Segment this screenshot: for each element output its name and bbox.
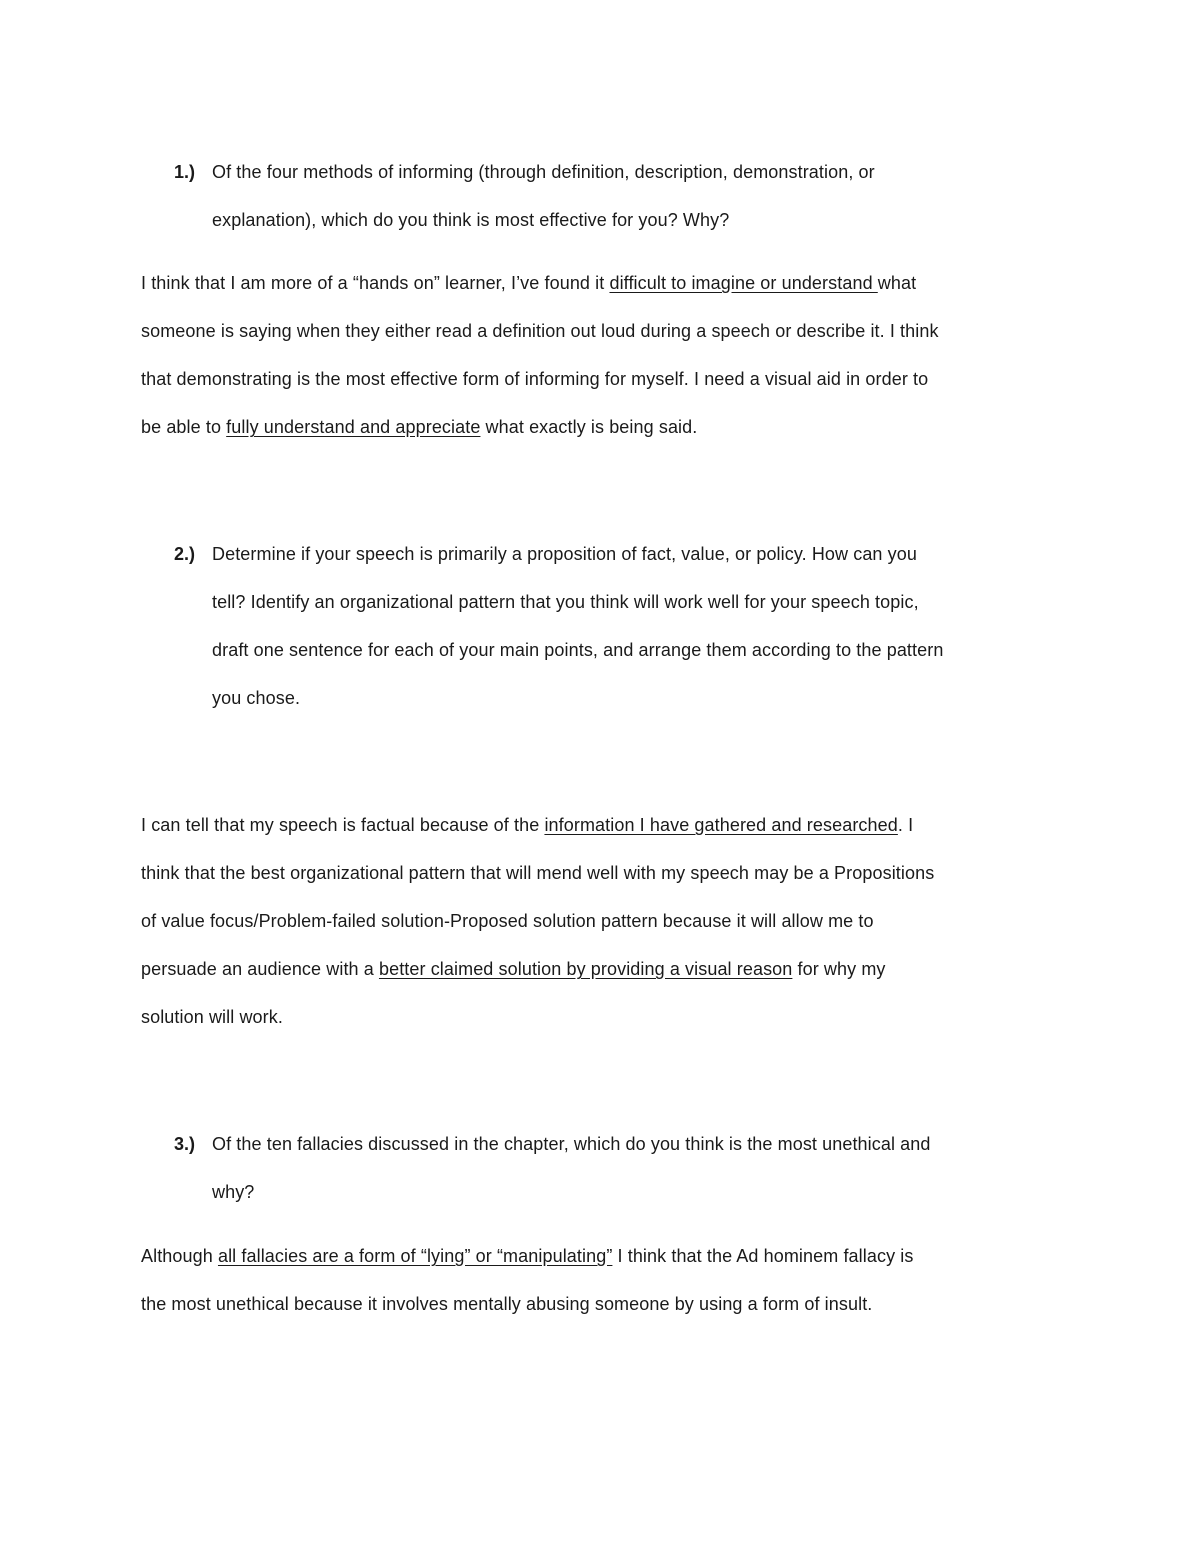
answer-2-line-1	[141, 813, 913, 837]
answer-2-underlined-text: better claimed solution by providing a visual reason	[378, 959, 793, 979]
question-3-number: 3.)	[174, 1134, 196, 1154]
question-2-line-3: draft one sentence for each of your main points, and arrange them according to the pattern	[212, 640, 944, 660]
question-2-line-4: you chose.	[212, 688, 301, 708]
answer-2-line-4	[141, 957, 886, 981]
answer-1-underlined-text: fully understand and appreciate	[226, 417, 481, 437]
answer-3-line-2: the most unethical because it involves mentally abusing someone by using a form of insult.	[141, 1294, 873, 1314]
answer-2-text: I can tell that my speech is factual because of the	[141, 815, 545, 835]
answer-2-text: persuade an audience with a	[141, 959, 379, 979]
question-2-line-1: Determine if your speech is primarily a proposition of fact, value, or policy. How can you	[212, 544, 917, 564]
answer-2-line-5: solution will work.	[141, 1007, 283, 1027]
answer-2-text: . I	[897, 815, 914, 835]
answer-1-line-2: someone is saying when they either read a definition out loud during a speech or describe it. I think	[141, 321, 939, 341]
answer-1-underlined-text: difficult to imagine or understand	[609, 273, 878, 293]
answer-3-text: I think that the Ad hominem fallacy is	[612, 1246, 914, 1266]
question-3-line-2: why?	[212, 1182, 255, 1202]
answer-1-line-1	[141, 271, 916, 295]
answer-1-text: be able to	[141, 417, 227, 437]
answer-1-text: I think that I am more of a “hands on” learner, I’ve found it	[141, 273, 610, 293]
answer-1-text: what exactly is being said.	[480, 417, 698, 437]
question-1-number: 1.)	[174, 162, 196, 182]
question-1-line-1: Of the four methods of informing (through definition, description, demonstration, or	[212, 162, 875, 182]
answer-3-text: Although	[141, 1246, 218, 1266]
answer-2-line-3: of value focus/Problem-failed solution-Proposed solution pattern because it will allow me to	[141, 911, 874, 931]
question-1-line-2: explanation), which do you think is most effective for you? Why?	[212, 210, 730, 230]
answer-3-underlined-text: all fallacies are a form of “lying” or “manipulating”	[217, 1246, 613, 1266]
answer-3-line-1	[141, 1244, 913, 1268]
answer-2-line-2: think that the best organizational pattern that will mend well with my speech may be a Propositions	[141, 863, 935, 883]
question-2-line-2: tell? Identify an organizational pattern that you think will work well for your speech topic,	[212, 592, 919, 612]
question-2-number: 2.)	[174, 544, 196, 564]
answer-1-text: what	[877, 273, 917, 293]
answer-1-line-3: that demonstrating is the most effective form of informing for myself. I need a visual aid in order to	[141, 369, 929, 389]
answer-2-text: for why my	[792, 959, 886, 979]
answer-1-line-4	[141, 415, 697, 439]
question-3-line-1: Of the ten fallacies discussed in the chapter, which do you think is the most unethical and	[212, 1134, 931, 1154]
answer-2-underlined-text: information I have gathered and researched	[544, 815, 898, 835]
